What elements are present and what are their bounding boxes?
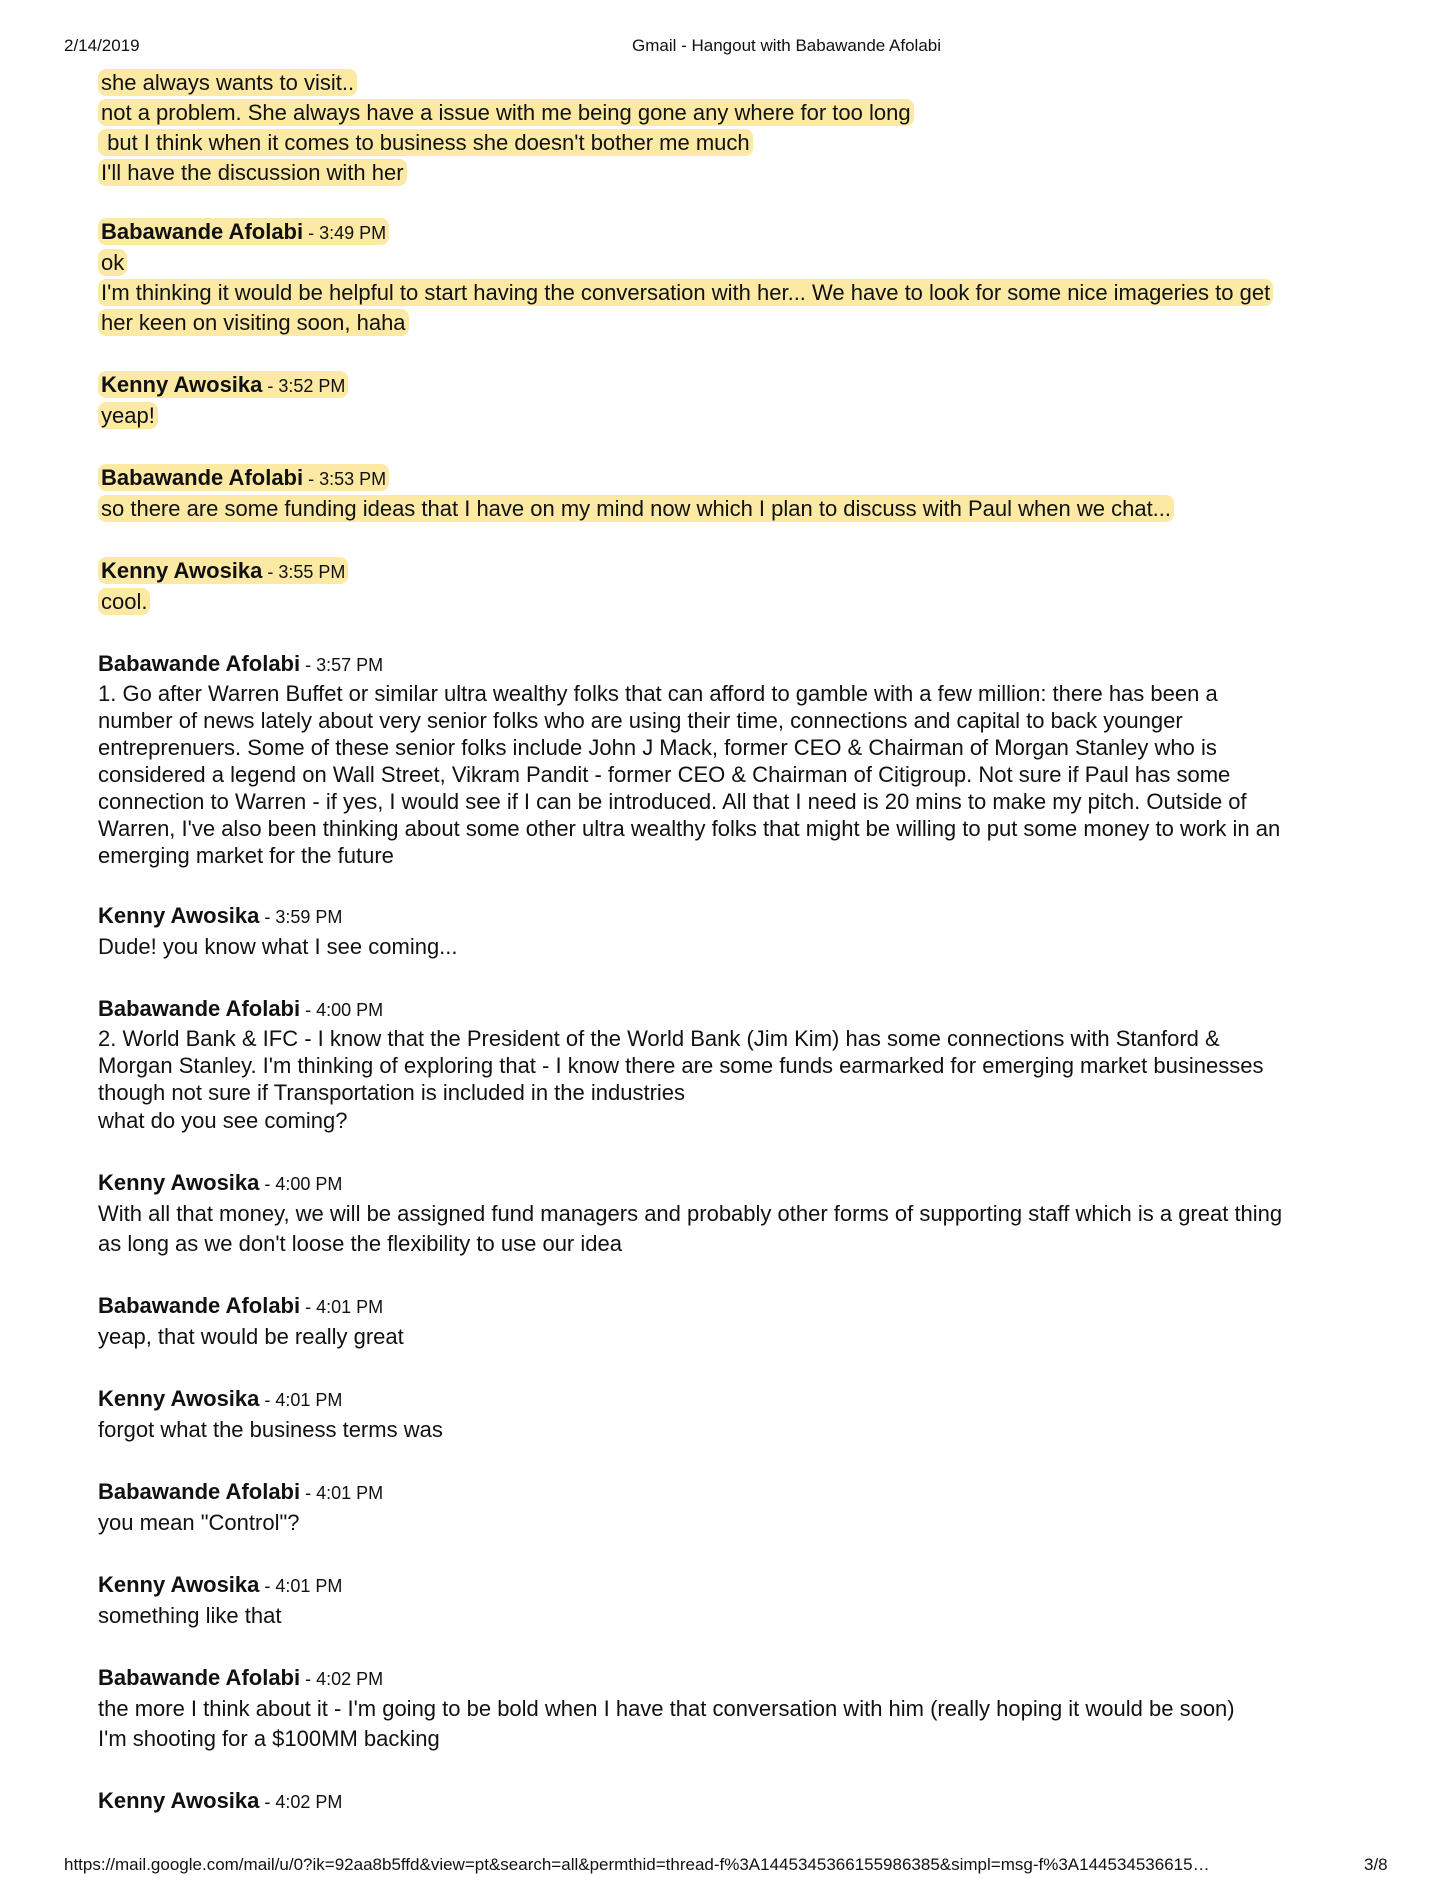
message-line: With all that money, we will be assigned fund managers and probably other forms of supporting staff which is a great thing bbox=[98, 1201, 1283, 1226]
message-block: Kenny Awosika - 4:01 PM something like that bbox=[98, 1570, 1363, 1631]
message-block bbox=[98, 68, 1363, 188]
message-time: 4:02 PM bbox=[316, 1669, 384, 1689]
message-line: you mean "Control"? bbox=[98, 1510, 300, 1535]
sender-name: Babawande Afolabi bbox=[101, 465, 304, 490]
sender-name: Kenny Awosika bbox=[98, 1572, 260, 1597]
message-line: considered a legend on Wall Street, Vikram Pandit - former CEO & Chairman of Citigroup. Not sure if Paul has some bbox=[98, 762, 1231, 787]
message-block: Babawande Afolabi - 4:01 PM you mean "Control"? bbox=[98, 1477, 1363, 1538]
message-line: forgot what the business terms was bbox=[98, 1417, 443, 1442]
sender-name: Kenny Awosika bbox=[98, 1788, 260, 1813]
sender-name: Kenny Awosika bbox=[98, 1386, 260, 1411]
sender-name: Kenny Awosika bbox=[98, 903, 260, 928]
message-block: Kenny Awosika - 4:01 PM forgot what the business terms was bbox=[98, 1384, 1363, 1445]
message-line: Dude! you know what I see coming... bbox=[98, 934, 458, 959]
message-time: 4:00 PM bbox=[275, 1174, 343, 1194]
message-time: 4:00 PM bbox=[316, 1000, 384, 1020]
sender-name: Babawande Afolabi bbox=[98, 1479, 301, 1504]
message-time: 3:57 PM bbox=[316, 655, 384, 675]
message-block: Babawande Afolabi - 4:02 PM the more I think about it - I'm going to be bold when I have that conversation with him (really hoping it would be soon) I'm shooting for a $100MM backing bbox=[98, 1663, 1363, 1754]
message-time: 3:59 PM bbox=[275, 907, 343, 927]
message-line: not a problem. She always have a issue with me being gone any where for too long bbox=[98, 98, 1363, 128]
sender-name: Babawande Afolabi bbox=[98, 1293, 301, 1318]
message-block: Kenny Awosika - 3:52 PM yeap! bbox=[98, 370, 1363, 431]
message-line: 2. World Bank & IFC - I know that the President of the World Bank (Jim Kim) has some connections with Stanford & bbox=[98, 1026, 1220, 1051]
message-line: I'll have the discussion with her bbox=[98, 158, 1363, 188]
message-time: 3:49 PM bbox=[319, 223, 387, 243]
message-block: Kenny Awosika - 4:00 PM With all that money, we will be assigned fund managers and probably other forms of supporting staff which is a great thing as long as we don't loose the flexibility to use our idea bbox=[98, 1168, 1363, 1259]
message-line: she always wants to visit.. bbox=[98, 68, 1363, 98]
message-time: 4:01 PM bbox=[275, 1576, 343, 1596]
sender-name: Kenny Awosika bbox=[98, 1170, 260, 1195]
message-time: 3:52 PM bbox=[278, 376, 346, 396]
message-line: ok bbox=[98, 248, 1363, 278]
message-line: her keen on visiting soon, haha bbox=[98, 308, 1363, 338]
message-block: Babawande Afolabi - 3:53 PM so there are some funding ideas that I have on my mind now which I plan to discuss with Paul when we chat... bbox=[98, 463, 1363, 524]
chat-thread bbox=[98, 68, 1363, 1849]
message-line: Morgan Stanley. I'm thinking of exploring that - I know there are some funds earmarked for emerging market businesses bbox=[98, 1053, 1264, 1078]
page-number: 3/8 bbox=[1364, 1855, 1388, 1874]
message-time: 3:55 PM bbox=[278, 562, 346, 582]
message-line: as long as we don't loose the flexibility to use our idea bbox=[98, 1231, 622, 1256]
message-block: Babawande Afolabi - 4:00 PM 2. World Bank & IFC - I know that the President of the World Bank (Jim Kim) has some connections with Stanford & Morgan Stanley. I'm thinking of exploring that - I know there are some funds earmarked for emerging market businesses though not sure if Transportation is included in the industries what do you see coming? bbox=[98, 994, 1363, 1136]
page-title: Gmail - Hangout with Babawande Afolabi bbox=[632, 36, 942, 55]
message-block: Babawande Afolabi - 3:49 PM ok I'm thinking it would be helpful to start having the conversation with her... We have to look for some nice imageries to get her keen on visiting soon, haha bbox=[98, 217, 1363, 338]
message-line: I'm shooting for a $100MM backing bbox=[98, 1726, 440, 1751]
message-line: the more I think about it - I'm going to be bold when I have that conversation with him (really hoping it would be soon) bbox=[98, 1696, 1235, 1721]
page-url: https://mail.google.com/mail/u/0?ik=92aa8b5ffd&view=pt&search=all&permthid=thread-f%3A1445345366155986385&simpl=msg-f%3A144534536615… bbox=[64, 1855, 1210, 1874]
print-date: 2/14/2019 bbox=[64, 36, 140, 55]
message-block: Kenny Awosika - 4:02 PM bbox=[98, 1788, 343, 1813]
message-line: connection to Warren - if yes, I would see if I can be introduced. All that I need is 20 mins to make my pitch. Outside of bbox=[98, 789, 1247, 814]
message-block: Kenny Awosika - 3:55 PM cool. bbox=[98, 556, 1363, 617]
message-line: entreprenuers. Some of these senior folks include John J Mack, former CEO & Chairman of Morgan Stanley who is bbox=[98, 735, 1217, 760]
message-time: 3:53 PM bbox=[319, 469, 387, 489]
sender-name: Kenny Awosika bbox=[101, 558, 263, 583]
message-line: number of news lately about very senior folks who are using their time, connections and capital to back younger bbox=[98, 708, 1183, 733]
sender-name: Babawande Afolabi bbox=[98, 1665, 301, 1690]
sender-name: Babawande Afolabi bbox=[98, 996, 301, 1021]
message-line: though not sure if Transportation is included in the industries bbox=[98, 1080, 686, 1105]
message-line: 1. Go after Warren Buffet or similar ultra wealthy folks that can afford to gamble with a few million: there has been a bbox=[98, 681, 1218, 706]
message-time: 4:02 PM bbox=[275, 1792, 343, 1812]
message-line: so there are some funding ideas that I have on my mind now which I plan to discuss with Paul when we chat... bbox=[98, 494, 1363, 524]
message-line: yeap! bbox=[98, 401, 1363, 431]
message-block: Babawande Afolabi - 4:01 PM yeap, that would be really great bbox=[98, 1291, 1363, 1352]
message-line: yeap, that would be really great bbox=[98, 1324, 404, 1349]
message-time: 4:01 PM bbox=[275, 1390, 343, 1410]
message-line: Warren, I've also been thinking about some other ultra wealthy folks that might be willing to put some money to work in an bbox=[98, 816, 1281, 841]
sender-name: Babawande Afolabi bbox=[101, 219, 304, 244]
sender-name: Kenny Awosika bbox=[101, 372, 263, 397]
message-line: but I think when it comes to business she doesn't bother me much bbox=[98, 128, 1363, 158]
message-line: something like that bbox=[98, 1603, 282, 1628]
message-line: cool. bbox=[98, 587, 1363, 617]
message-line: what do you see coming? bbox=[98, 1108, 348, 1133]
message-line: emerging market for the future bbox=[98, 843, 394, 868]
message-time: 4:01 PM bbox=[316, 1483, 384, 1503]
message-line: I'm thinking it would be helpful to start having the conversation with her... We have to look for some nice imageries to get bbox=[98, 278, 1363, 308]
sender-name: Babawande Afolabi bbox=[98, 651, 301, 676]
message-block: Babawande Afolabi - 3:57 PM 1. Go after Warren Buffet or similar ultra wealthy folks that can afford to gamble with a few million: there has been a number of news lately about very senior folks who are using their time, connections and capital to back younger entreprenuers. Some of these senior folks include John J Mack, former CEO & Chairman of Morgan Stanley who is considered a legend on Wall Street, Vikram Pandit - former CEO & Chairman of Citigroup. Not sure if Paul has some connection to Warren - if yes, I would see if I can be introduced. All that I need is 20 mins to make my pitch. Outside of Warren, I've also been thinking about some other ultra wealthy folks that might be willing to put some money to work in an emerging market for the future bbox=[98, 649, 1363, 869]
message-block: Kenny Awosika - 3:59 PM Dude! you know what I see coming... bbox=[98, 901, 1363, 962]
message-time: 4:01 PM bbox=[316, 1297, 384, 1317]
